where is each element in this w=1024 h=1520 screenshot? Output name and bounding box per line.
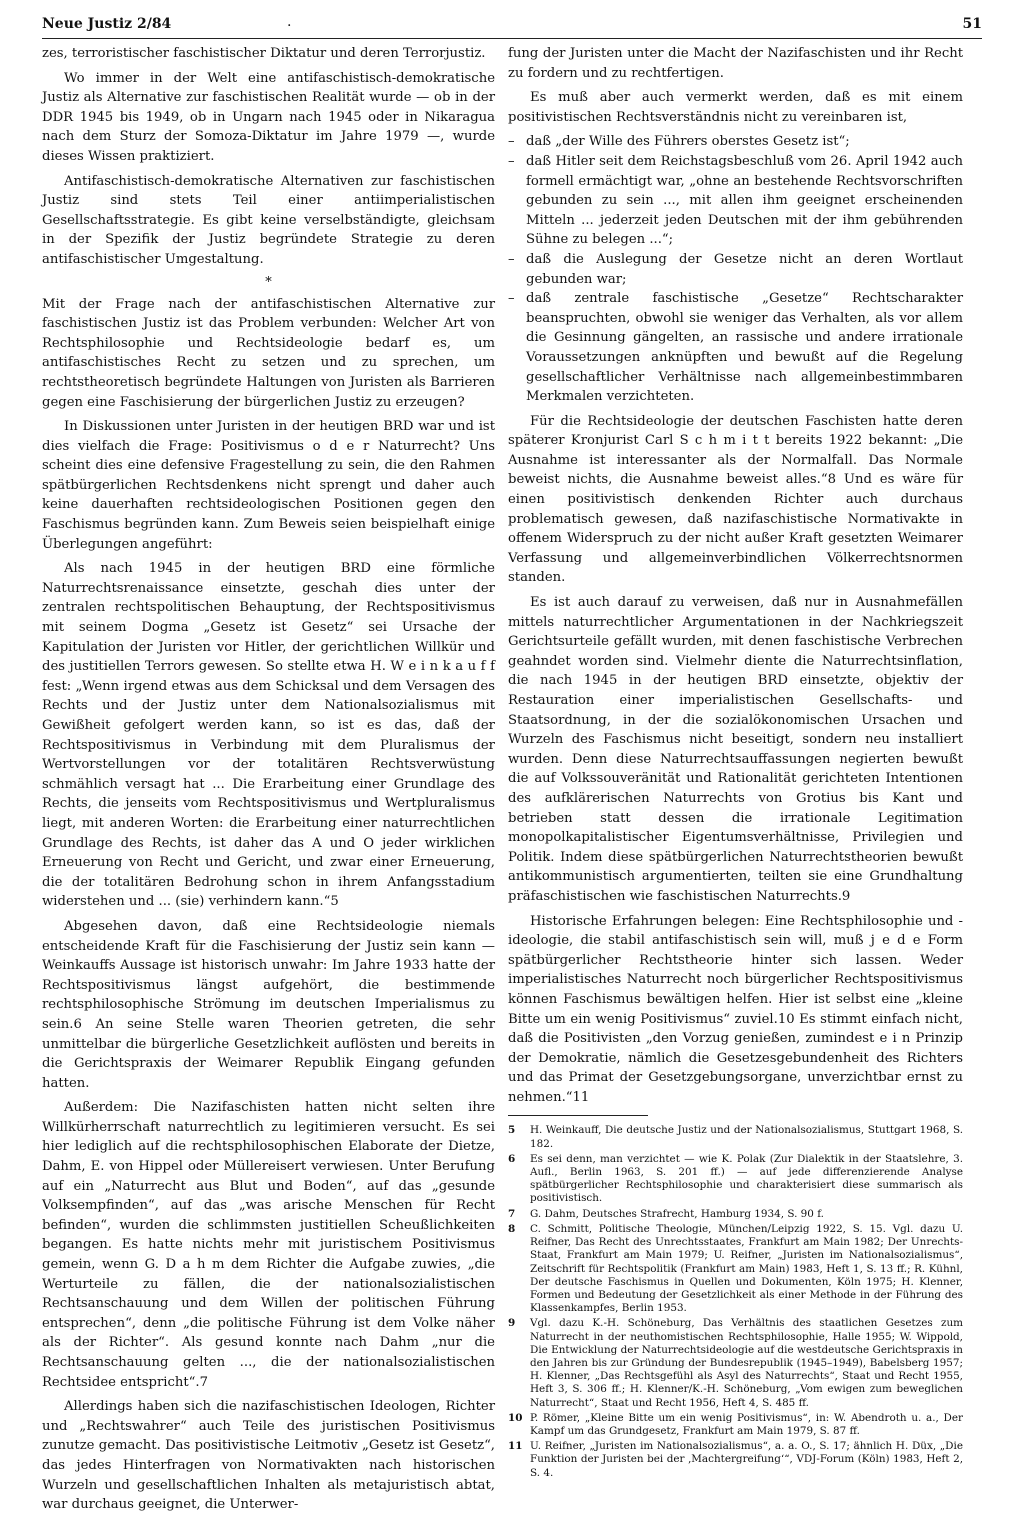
- footnote: [508, 1412, 963, 1438]
- header-dot: .: [287, 14, 292, 30]
- paragraph: Es muß aber auch vermerkt werden, daß es mit einem positivistischen Rechtsverständnis nicht zu vereinbaren ist,: [508, 90, 963, 125]
- paragraph: Für die Rechtsideologie der deutschen Faschisten hatte deren späterer Kronjurist Carl S c h m i t t bereits 1922 bekannt: „Die Ausnahme ist interessanter als der Normalfall. Das Normale beweist nichts, die Ausnahme beweist alles.“8 Und es wäre für einen positivistisch denkenden Richter auch durchaus problematisch gewesen, daß nazifaschistische Normativakte in offenem Widerspruch zu der nicht außer Kraft gesetzten Weimarer Verfassung und allgemeinverbindlichen Völkerrechtsnormen standen.: [508, 413, 963, 586]
- footnote-number: 8: [508, 1222, 516, 1235]
- footnote-number: 9: [508, 1317, 516, 1330]
- paragraph: Wo immer in der Welt eine antifaschistisch-demokratische Justiz als Alternative zur faschistischen Realität wurde — ob in der DDR 1945 bis 1949, ob in Ungarn nach 1945 oder in Nikaragua nach dem Sturz der Somoza-Diktatur im Jahre 1979 —, wurde dieses Wissen praktiziert.: [42, 70, 495, 164]
- footnote-text: P. Römer, „Kleine Bitte um ein wenig Positivismus“, in: W. Abendroth u. a., Der Kampf um das Grundgesetz, Frankfurt am Main 1979, S. 87 ff.: [530, 1411, 963, 1437]
- paragraph: Historische Erfahrungen belegen: Eine Rechtsphilosophie und -ideologie, die stabil antifaschistisch sein will, muß j e d e Form spätbürgerlicher Rechtstheorie hinter sich lassen. Weder imperialistisches Naturrecht noch bürgerlicher Rechtspositivismus können Faschismus bewältigen helfen. Hier ist selbst eine „kleine Bitte um ein wenig Positivismus“ zuviel.10 Es stimmt einfach nicht, daß die Positivisten „den Vorzug genießen, zumindest e i n Prinzip der Demokratie, nämlich die Gesetzesgebundenheit des Richters und das Primat der Gesetzgebungsorgane, unverzichtbar ernst zu nehmen.“11: [508, 913, 963, 1105]
- footnote-number: 6: [508, 1152, 516, 1165]
- list-item: – daß die Auslegung der Gesetze nicht an deren Wortlaut gebunden war;: [508, 250, 963, 289]
- paragraph: Antifaschistisch-demokratische Alternativen zur faschistischen Justiz sind stets Teil einer antiimperialistischen Gesellschaftsstrategie. Es gibt keine verselbständigte, gleichsam in der Spezifik der Justiz begründete Strategie zu deren antifaschistischer Umgestaltung.: [42, 173, 495, 267]
- paragraph: Es ist auch darauf zu verweisen, daß nur in Ausnahmefällen mittels naturrechtlicher Argumentationen in der Nachkriegszeit Gerichtsurteile gefällt wurden, mit denen faschistische Verbrechen geahndet worden sind. Vielmehr diente die Naturrechtsinflation, die nach 1945 in der heutigen BRD einsetzte, objektiv der Restauration einer imperialistischen Gesellschafts- und Staatsordnung, in der die sozialökonomischen Ursachen und Wurzeln des Faschismus nicht beseitigt, sondern neu installiert wurden. Denn diese Naturrechtsauffassungen negierten bewußt die auf Volkssouveränität und Rationalität gerichteten Intentionen des aufklärerischen Naturrechts von Grotius bis Kant und betrieben statt dessen die irrationale Legitimation monopolkapitalistischer Eigentumsverhältnisse, Privilegien und Politik. Indem diese spätbürgerlichen Naturrechtstheorien bewußt antikommunistisch argumentierten, teilten sie eine Grundhaltung präfaschistischen wie faschistischen Naturrechts.9: [508, 595, 963, 904]
- left-column: [42, 44, 495, 1520]
- footnote-text: G. Dahm, Deutsches Strafrecht, Hamburg 1934, S. 90 f.: [530, 1207, 824, 1220]
- footnote: [508, 1223, 963, 1315]
- footnote-text: H. Weinkauff, Die deutsche Justiz und der Nationalsozialismus, Stuttgart 1968, S. 182.: [530, 1124, 963, 1150]
- footnote-text: Es sei denn, man verzichtet — wie K. Polak (Zur Dialektik in der Staatslehre, 3. Aufl., Berlin 1963, S. 201 ff.) — auf jede differenzierende Analyse spätbürgerlicher Rechtsphilosophie und charakterisiert diese summarisch als positivistisch.: [530, 1152, 963, 1205]
- paragraph: Allerdings haben sich die nazifaschistischen Ideologen, Richter und „Rechtswahrer“ auch Teile des juristischen Positivismus zunutze gemacht. Das positivistische Leitmotiv „Gesetz ist Gesetz“, das jedes Hinterfragen von Normativakten nach historischen Wurzeln und gesellschaftlichen Inhalten als metajuristisch abtat, war durchaus geeignet, die Unterwer-: [42, 1399, 495, 1513]
- paragraph: Als nach 1945 in der heutigen BRD eine förmliche Naturrechtsrenaissance einsetzte, geschah dies unter der zentralen rechtspolitischen Behauptung, der Rechtspositivismus mit seinem Dogma „Gesetz ist Gesetz“ sei Ursache der Kapitulation der Juristen vor Hitler, der gerichtlichen Willkür und des justitiellen Terrors gewesen. So stellte etwa H. W e i n k a u f f fest: „Wenn irgend etwas aus dem Schicksal und dem Versagen des Rechts und der Justiz unter dem Nationalsozialismus mit Gewißheit gefolgert werden kann, so ist es das, daß der Rechtspositivismus in Verbindung mit dem Pluralismus der Wertvorstellungen vor der totalitären Rechtsverwüstung schmählich versagt hat ... Die Erarbeitung einer Grundlage des Rechts, die jenseits vom Rechtspositivismus und Wertpluralismus liegt, mit anderen Worten: die Erarbeitung einer naturrechtlichen Grundlage des Rechts, ist daher das A und O jeder wirklichen Erneuerung von Recht und Gericht, und zwar einer Erneuerung, die der totalitären Bedrohung schon in ihrem Anfangsstadium widerstehen und ... (sie) verhindern kann.“5: [42, 561, 495, 910]
- journal-title: Neue Justiz 2/84: [42, 16, 172, 32]
- paragraph: fung der Juristen unter die Macht der Nazifaschisten und ihr Recht zu fordern und zu rechtfertigen.: [508, 46, 963, 81]
- footnote: [508, 1317, 963, 1409]
- list-item: – daß zentrale faschistische „Gesetze“ Rechtscharakter beanspruchten, obwohl sie weniger das Verhalten, als vor allem die Gesinnung gängelten, an rassische und andere irrationale Voraussetzungen anknüpften und bewußt auf die Regelung gesellschaftlicher Verhältnisse nach allgemeinbestimmbaren Merkmalen verzichteten.: [508, 289, 963, 407]
- paragraph: Abgesehen davon, daß eine Rechtsideologie niemals entscheidende Kraft für die Faschisierung der Justiz sein kann — Weinkauffs Aussage ist historisch unwahr: Im Jahre 1933 hatte der Rechtspositivismus längst aufgehört, die bestimmende rechtsphilosophische Strömung im deutschen Imperialismus zu sein.6 An seine Stelle waren Theorien getreten, die sehr unmittelbar die bürgerliche Gesetzlichkeit auflösten und bereits in die Gerichtspraxis der Weimarer Republik Eingang gefunden hatten.: [42, 918, 495, 1091]
- dash-list: [508, 132, 963, 406]
- footnote-rule: [508, 1115, 648, 1116]
- list-item: – daß Hitler seit dem Reichstagsbeschluß vom 26. April 1942 auch formell ermächtigt war, „ohne an bestehende Rechtsvorschriften gebunden zu sein ..., mit allen ihm geeignet erscheinenden Mitteln ... jederzeit jeden Deutschen mit der ihm gebührenden Sühne zu belegen ...“;: [508, 152, 963, 250]
- footnote-text: U. Reifner, „Juristen im Nationalsozialismus“, a. a. O., S. 17; ähnlich H. Düx, „Die Funktion der Juristen bei der ‚Machtergreifung‘“, VDJ-Forum (Köln) 1983, Heft 2, S. 4.: [530, 1440, 963, 1479]
- paragraph: Außerdem: Die Nazifaschisten hatten nicht selten ihre Willkürherrschaft naturrechtlich zu legitimieren versucht. Es sei hier lediglich auf die rechtsphilosophischen Elaborate der Dietze, Dahm, E. von Hippel oder Müllereisert verwiesen. Unter Berufung auf ein „Naturrecht aus Blut und Boden“, auf das „gesunde Volksempfinden“, auf das „was arische Menschen für Recht befinden“, wurden die schlimmsten justitiellen Scheußlichkeiten begangen. Es hatte nichts mehr mit juristischem Positivismus gemein, wenn G. D a h m dem Richter die Aufgabe zuwies, „die Werturteile zu fällen, die der nationalsozialistischen Rechtsanschauung und dem Willen der politischen Führung entsprechen“, denn „die politische Führung ist dem Volke näher als der Richter“. Als gesund konnte nach Dahm „nur die Rechtsanschauung gelten ..., die der nationalsozialistischen Rechtsidee entspricht“.7: [42, 1100, 495, 1390]
- page-header: [42, 10, 982, 39]
- footnote: [508, 1124, 963, 1150]
- page-number: 51: [962, 16, 982, 32]
- footnote-number: 11: [508, 1440, 523, 1453]
- footnote: [508, 1208, 963, 1221]
- footnote-number: 7: [508, 1207, 516, 1220]
- footnote-text: Vgl. dazu K.-H. Schöneburg, Das Verhältnis des staatlichen Gesetzes zum Naturrecht in der neuthomistischen Rechtsphilosophie, Halle 1955; W. Wippold, Die Entwicklung der Naturrechtsideologie auf die westdeutsche Gerichtspraxis in den Jahren bis zur Gründung der Bundesrepublik (1945–1949), Babelsberg 1957; H. Klenner, „Das Rechtsgefühl als Asyl des Naturrechts“, Staat und Recht 1955, Heft 3, S. 306 ff.; H. Klenner/K.-H. Schöneburg, „Vom ewigen zum beweglichen Naturrecht“, Staat und Recht 1956, Heft 4, S. 485 ff.: [530, 1317, 963, 1409]
- footnote-number: 5: [508, 1124, 516, 1137]
- paragraph: In Diskussionen unter Juristen in der heutigen BRD war und ist dies vielfach die Frage: Positivismus o d e r Naturrecht? Uns scheint dies eine defensive Fragestellung zu sein, die den Rahmen spätbürgerlichen Rechtsdenkens nicht sprengt und daher auch keine dauerhaften rechtsideologischen Positionen gegen den Faschismus begründen kann. Zum Beweis seien beispielhaft einige Überlegungen angeführt:: [42, 419, 495, 552]
- paragraph: zes, terroristischer faschistischer Diktatur und deren Terrorjustiz.: [42, 46, 486, 61]
- section-separator: *: [265, 274, 272, 290]
- paragraph: Mit der Frage nach der antifaschistischen Alternative zur faschistischen Justiz ist das Problem verbunden: Welcher Art von Rechtsphilosophie und Rechtsideologie bedarf es, um antifaschistisches Recht zu setzen und zu sprechen, um rechtstheoretisch begründete Haltungen von Juristen als Barrieren gegen eine Faschisierung der bürgerlichen Justiz zu erzeugen?: [42, 296, 495, 410]
- footnote-number: 10: [508, 1411, 523, 1424]
- footnote: [508, 1440, 963, 1480]
- footnote: [508, 1153, 963, 1206]
- footnote-text: C. Schmitt, Politische Theologie, München/Leipzig 1922, S. 15. Vgl. dazu U. Reifner, Das Recht des Unrechtsstaates, Frankfurt am Main 1982; Der Unrechts-Staat, Frankfurt am Main 1979; U. Reifner, „Juristen im Nationalsozialismus“, Zeitschrift für Rechtspolitik (Frankfurt am Main) 1983, Heft 1, S. 13 ff.; R. Kühnl, Der deutsche Faschismus in Quellen und Dokumenten, Köln 1975; H. Klenner, Formen und Bedeutung der Gesetzlichkeit als einer Methode in der Führung des Klassenkampfes, Berlin 1953.: [530, 1222, 963, 1315]
- right-column: [508, 44, 963, 1482]
- list-item: – daß „der Wille des Führers oberstes Gesetz ist“;: [508, 132, 963, 152]
